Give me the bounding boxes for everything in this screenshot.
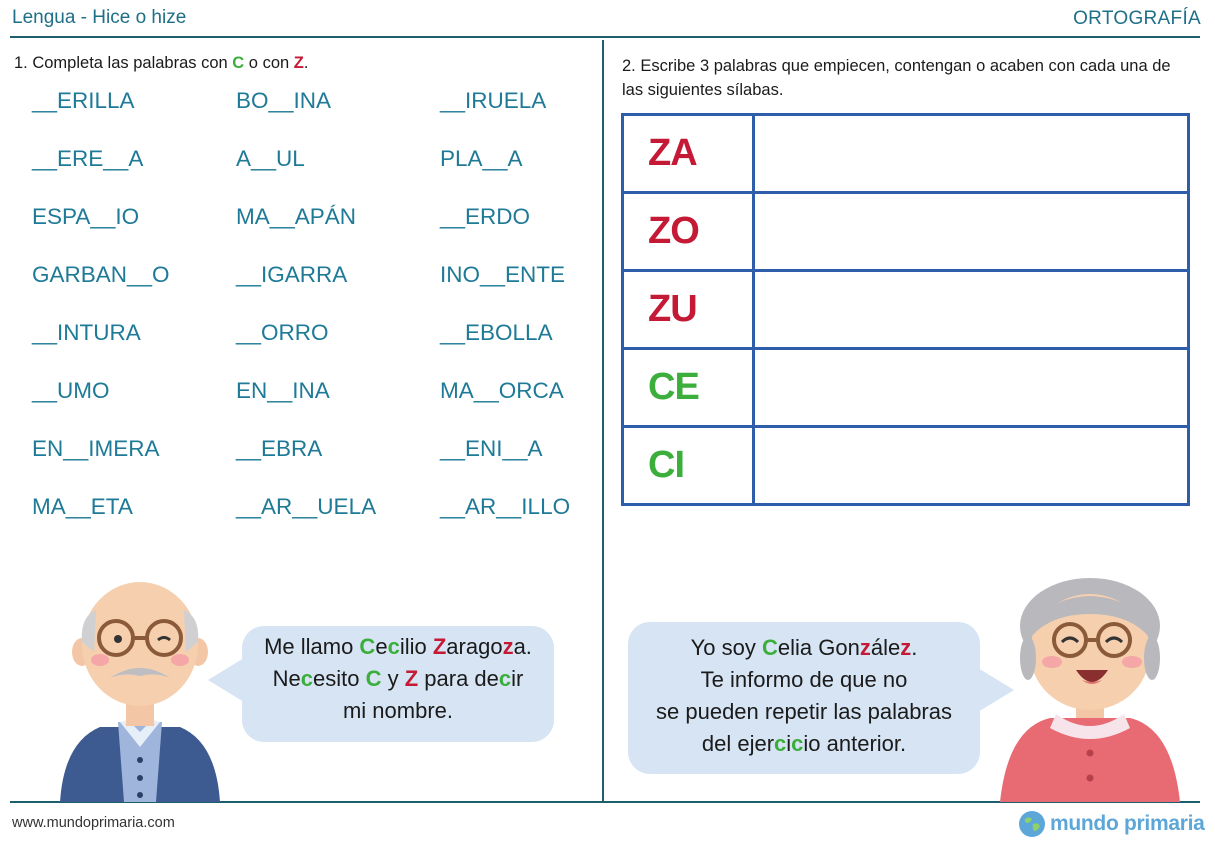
letter-c: C: [232, 54, 245, 72]
fill-word[interactable]: A__UL: [236, 146, 305, 171]
fill-word[interactable]: PLA__A: [440, 146, 523, 171]
globe-icon: [1018, 810, 1046, 838]
syllable-label: CI: [624, 428, 755, 503]
fill-word[interactable]: ESPA__IO: [32, 204, 140, 229]
speech-line: Yo soy Celia González.: [690, 635, 918, 660]
fill-word[interactable]: __ERILLA: [32, 88, 135, 113]
answer-cell[interactable]: [755, 116, 1187, 191]
fill-word[interactable]: __ORRO: [236, 320, 329, 345]
syllable-label: ZO: [624, 194, 755, 269]
syllable-label: CE: [624, 350, 755, 425]
grandpa-illustration: [60, 582, 220, 802]
speech-line: del ejercicio anterior.: [701, 731, 907, 756]
fill-word[interactable]: __ERDO: [440, 204, 531, 229]
fill-word[interactable]: GARBAN__O: [32, 262, 170, 287]
speech-bubble-grandpa: [242, 626, 554, 742]
brand-logo[interactable]: [1018, 810, 1205, 838]
speech-line: Necesito C y Z para decir: [272, 666, 524, 691]
footer-url[interactable]: www.mundoprimaria.com: [12, 815, 175, 831]
speech-line: mi nombre.: [342, 698, 454, 723]
fill-word[interactable]: BO__INA: [236, 88, 332, 113]
fill-word[interactable]: __ERE__A: [32, 146, 144, 171]
fill-word[interactable]: __UMO: [32, 378, 110, 403]
fill-word[interactable]: EN__IMERA: [32, 436, 160, 461]
exercise2-prompt: 2. Escribe 3 palabras que empiecen, contengan o acaben con cada una de las siguientes sílabas.: [622, 57, 1171, 99]
answer-cell[interactable]: [755, 194, 1187, 269]
bubble-tail: [978, 668, 1014, 712]
fill-word[interactable]: EN__INA: [236, 378, 330, 403]
letter-z: Z: [293, 54, 304, 72]
syllable-row: [624, 116, 1187, 194]
worksheet-subject: Lengua - Hice o hize: [12, 7, 187, 28]
speech-line: Te informo de que no: [700, 667, 908, 692]
word-grid: [32, 86, 592, 550]
syllable-table: [621, 113, 1190, 506]
answer-cell[interactable]: [755, 428, 1187, 503]
worksheet-category: ORTOGRAFÍA: [1073, 8, 1201, 29]
fill-word[interactable]: __AR__UELA: [236, 494, 377, 519]
grandma-illustration: [1000, 578, 1180, 802]
syllable-label: ZA: [624, 116, 755, 191]
syllable-row: [624, 272, 1187, 350]
syllable-row: [624, 428, 1187, 503]
syllable-label: ZU: [624, 272, 755, 347]
speech-line: se pueden repetir las palabras: [656, 699, 952, 724]
fill-word[interactable]: __IRUELA: [440, 88, 547, 113]
fill-word[interactable]: __IGARRA: [236, 262, 348, 287]
fill-word[interactable]: MA__ETA: [32, 494, 133, 519]
speech-bubble-grandma: [628, 622, 980, 774]
fill-word[interactable]: __INTURA: [32, 320, 141, 345]
answer-cell[interactable]: [755, 272, 1187, 347]
fill-word[interactable]: MA__ORCA: [440, 378, 564, 403]
syllable-row: [624, 350, 1187, 428]
fill-word[interactable]: INO__ENTE: [440, 262, 566, 287]
speech-line: Me llamo Cecilio Zaragoza.: [264, 634, 532, 659]
fill-word[interactable]: __ENI__A: [440, 436, 543, 461]
syllable-row: [624, 194, 1187, 272]
fill-word[interactable]: MA__APÁN: [236, 204, 357, 229]
fill-word[interactable]: __AR__ILLO: [440, 494, 571, 519]
header-divider: [10, 36, 1200, 38]
exercise1-prompt: 1. Completa las palabras con C o con Z.: [14, 54, 309, 72]
fill-word[interactable]: __EBRA: [236, 436, 323, 461]
bubble-tail: [208, 658, 244, 702]
answer-cell[interactable]: [755, 350, 1187, 425]
column-divider: [602, 40, 604, 802]
brand-name: mundo primaria: [1050, 812, 1205, 835]
fill-word[interactable]: __EBOLLA: [440, 320, 553, 345]
